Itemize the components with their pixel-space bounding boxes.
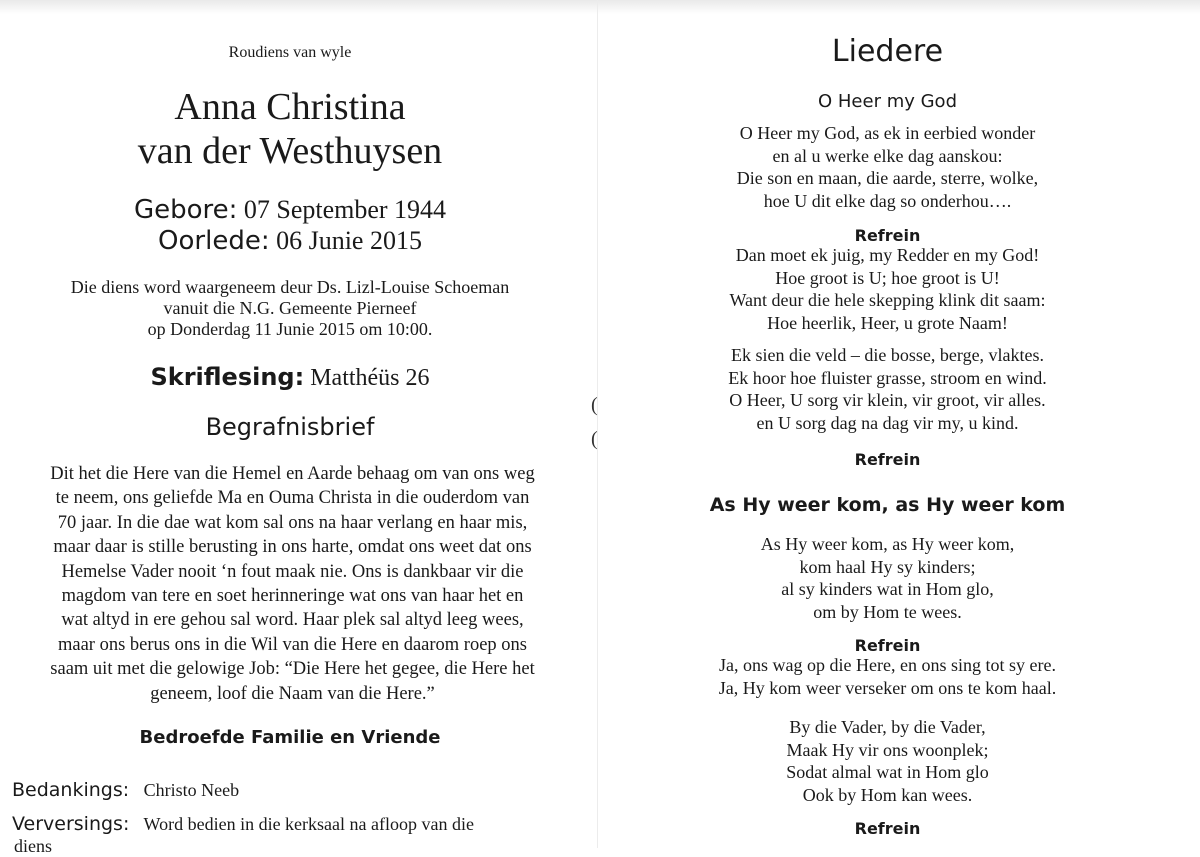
letter-line: geneem, loof die Naam van die Here.” [150,683,435,704]
song2-refrain-label-2: Refrein [854,819,921,838]
margin-mark: ( [591,394,598,416]
refrain-line: Ja, ons wag op die Here, en ons sing tot sy ere. [719,655,1056,675]
verse-line: kom haal Hy sy kinders; [799,556,976,577]
service-line: op Donderdag 11 Junie 2015 om 10:00. [147,319,433,339]
refrain-line: Ja, Hy kom weer verseker om ons te kom haal. [718,677,1057,698]
letter-line: maar ons berus ons in die Wil van die Here en daarom roep ons [58,634,527,655]
family-signature: Bedroefde Familie en Vriende [139,727,441,748]
born-label: Gebore: [133,195,238,225]
verse-line: Ook by Hom kan wees. [802,784,973,805]
song1-title: O Heer my God [818,91,957,112]
service-line: Die diens word waargeneem deur Ds. Lizl-Louise Schoeman [70,277,510,297]
thanks-value: Christo Neeb [143,780,240,800]
deceased-name-line2: van der Westhuysen [137,130,443,172]
verse-line: O Heer, U sorg vir klein, vir groot, vir alles. [729,390,1046,410]
refrain-line: Hoe heerlik, Heer, u grote Naam! [767,312,1008,333]
refreshments-row [12,813,474,835]
deceased-name-line1: Anna Christina [174,86,406,128]
verse-line: al sy kinders wat in Hom glo, [781,579,994,599]
letter-line: magdom van tere en soet herinneringe wat ons van haar het en [61,586,524,607]
reading-value: Matthéüs 26 [310,365,430,391]
death-date [0,226,580,256]
scripture-reading [0,363,580,392]
letter-title: Begrafnisbrief [205,413,375,441]
thanks-row [12,779,239,801]
verse-line: O Heer my God, as ek in eerbied wonder [739,123,1036,143]
verse-line: Die son en maan, die aarde, sterre, wolke, [736,168,1039,188]
letter-line: te neem, ons geliefde Ma en Ouma Christa in die ouderdom van [55,488,530,509]
songs-heading: Liedere [831,34,944,69]
letter-line: Hemelse Vader nooit ‘n fout maak nie. Ons is dankbaar vir die [61,561,524,582]
reading-label: Skriflesing: [150,363,305,391]
service-details [0,277,580,340]
letter-line: wat altyd in ere gehou sal word. Haar plek sal altyd leeg wees, [61,610,524,631]
margin-mark: ( [591,428,598,450]
verse-line: As Hy weer kom, as Hy weer kom, [760,534,1015,554]
song2-verse1 [600,533,1175,623]
refreshments-value: Word bedien in die kerksaal na afloop van die [143,814,474,834]
song2-refrain [600,654,1175,699]
song1-verse2 [600,344,1175,434]
page-fold [597,0,598,848]
refrain-line: Hoe groot is U; hoe groot is U! [775,267,1000,288]
verse-line: Maak Hy vir ons woonplek; [786,739,989,760]
left-page [0,0,585,856]
song2-title: As Hy weer kom, as Hy weer kom [709,494,1066,516]
verse-line: hoe U dit elke dag so onderhou…. [763,190,1012,211]
right-page [600,0,1200,848]
letter-line: saam uit met die gelowige Job: “Die Here het gegee, die Here het [50,659,535,680]
service-line: vanuit die N.G. Gemeente Pierneef [163,298,417,318]
thanks-label: Bedankings: [12,779,130,801]
refreshments-value-cont: diens [14,836,52,856]
letter-line: 70 jaar. In die dae wat kom sal ons na haar verlang en haar mis, [57,512,528,533]
song1-verse1 [600,122,1175,212]
song1-refrain [600,244,1175,334]
song1-refrain-label-2: Refrein [854,450,921,469]
born-value: 07 September 1944 [243,195,447,224]
funeral-letter [0,462,585,706]
died-value: 06 Junie 2015 [276,226,422,255]
verse-line: en al u werke elke dag aanskou: [772,145,1003,166]
verse-line: By die Vader, by die Vader, [789,717,986,737]
verse-line: Ek hoor hoe fluister grasse, stroom en wind. [728,367,1047,388]
letter-line: Dit het die Here van die Hemel en Aarde behaag om van ons weg [50,464,535,484]
song2-verse2 [600,716,1175,806]
song2-refrain-label: Refrein [854,636,921,655]
verse-line: en U sorg dag na dag vir my, u kind. [756,412,1019,433]
refreshments-label: Verversings: [12,813,130,835]
verse-line: om by Hom te wees. [813,601,962,622]
verse-line: Ek sien die veld – die bosse, berge, vlaktes. [730,345,1045,365]
song1-refrain-label: Refrein [854,226,921,245]
refrain-line: Dan moet ek juig, my Redder en my God! [735,245,1040,265]
died-label: Oorlede: [158,226,270,256]
birth-date [0,195,580,225]
verse-line: Sodat almal wat in Hom glo [786,762,989,782]
heading-roudiens: Roudiens van wyle [228,44,352,61]
letter-line: maar daar is stille berusting in ons harte, omdat ons weet dat ons [53,537,532,558]
refrain-line: Want deur die hele skepping klink dit saam: [729,290,1046,310]
